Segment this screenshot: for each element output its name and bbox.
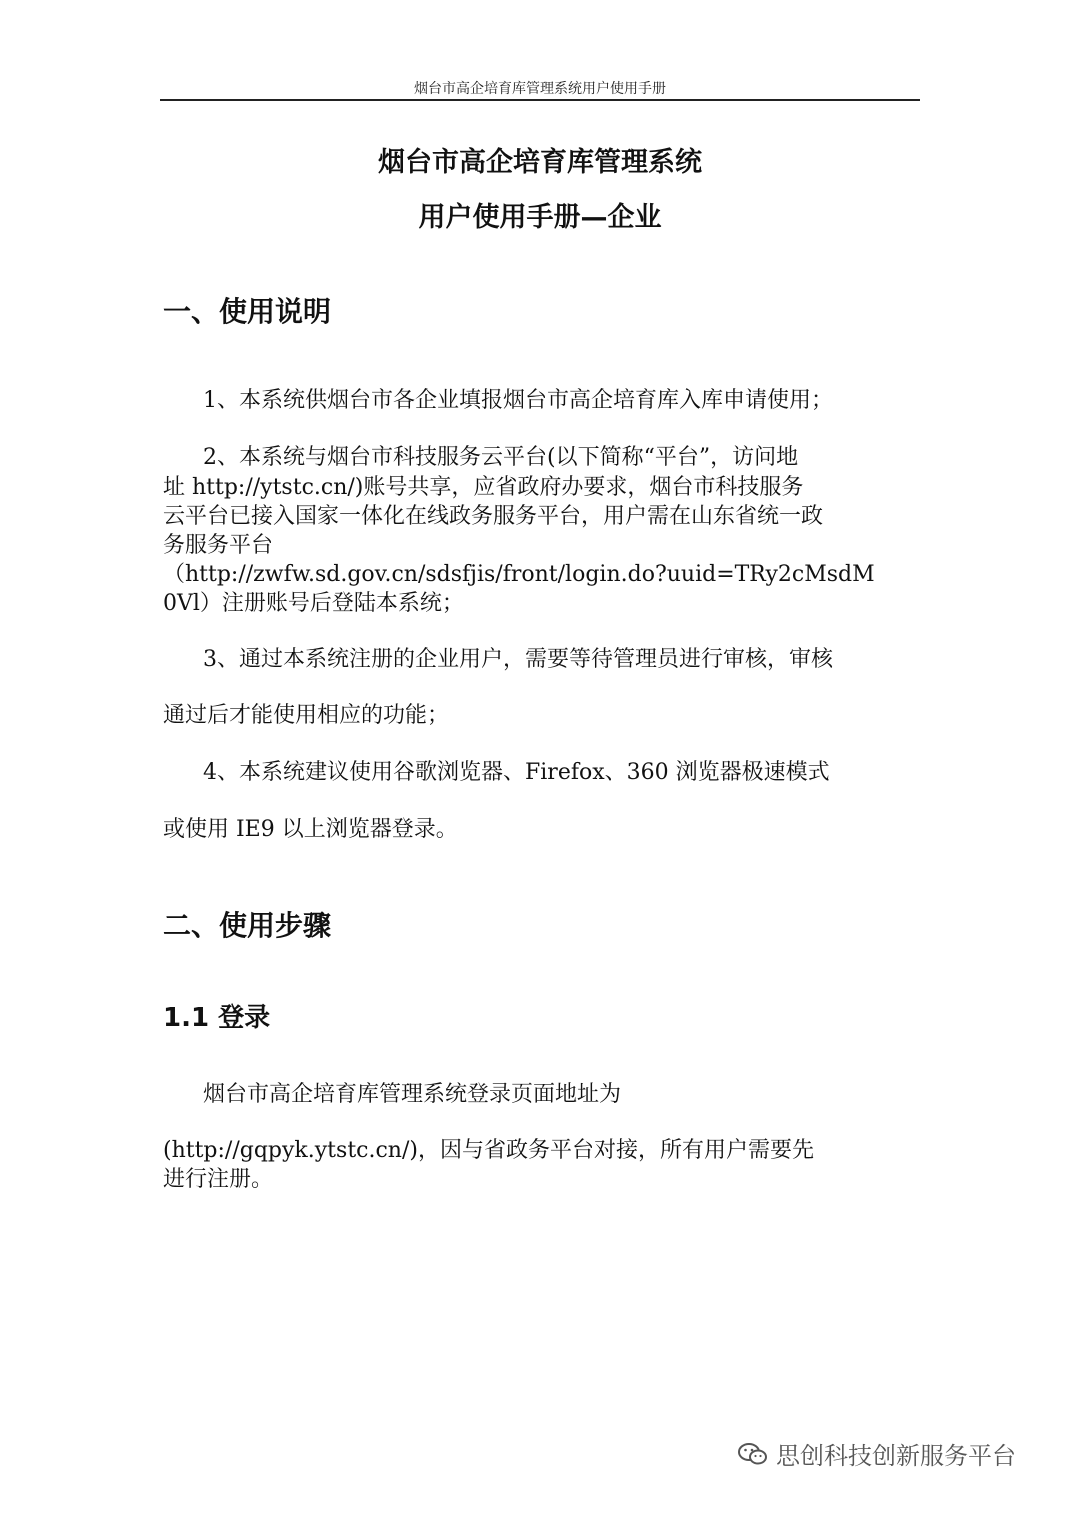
wechat-icon — [738, 1442, 768, 1466]
list-item: 4、本系统建议使用谷歌浏览器、Firefox、360 浏览器极速模式 — [203, 760, 830, 785]
paragraph: 烟台市高企培育库管理系统登录页面地址为 — [203, 1082, 622, 1107]
watermark — [738, 1436, 1016, 1471]
sub-heading-login: 1.1 登录 — [163, 1003, 271, 1033]
header-rule — [160, 99, 920, 101]
doc-subtitle: 用户使用手册—企业 — [418, 202, 662, 233]
list-item: 2、本系统与烟台市科技服务云平台(以下简称“平台”，访问地 — [203, 445, 799, 470]
list-item: 通过后才能使用相应的功能； — [163, 703, 450, 728]
paragraph: (http://gqpyk.ytstc.cn/)，因与省政务平台对接，所有用户需要先 进行注册。 — [163, 1138, 814, 1192]
list-item: 址 http://ytstc.cn/)账号共享，应省政府办要求，烟台市科技服务 云平台已接入国家一体化在线政务服务平台，用户需在山东省统一政 务服务平台 （http://zwfw.sd.gov.cn/sdsfjis/front/login.do?uuid=TRy2cMsdM 0Vl）注册账号后登陆本系统； — [163, 475, 875, 616]
running-header: 烟台市高企培育库管理系统用户使用手册 — [414, 81, 666, 97]
list-item: 3、通过本系统注册的企业用户，需要等待管理员进行审核，审核 — [203, 647, 833, 672]
section-heading-usage: 一、使用说明 — [163, 295, 332, 328]
list-item: 或使用 IE9 以上浏览器登录。 — [163, 817, 458, 842]
doc-title: 烟台市高企培育库管理系统 — [378, 147, 702, 178]
list-item: 1、本系统供烟台市各企业填报烟台市高企培育库入库申请使用； — [203, 388, 833, 413]
section-heading-steps: 二、使用步骤 — [163, 909, 332, 942]
watermark-text: 思创科技创新服务平台 — [776, 1442, 1016, 1470]
